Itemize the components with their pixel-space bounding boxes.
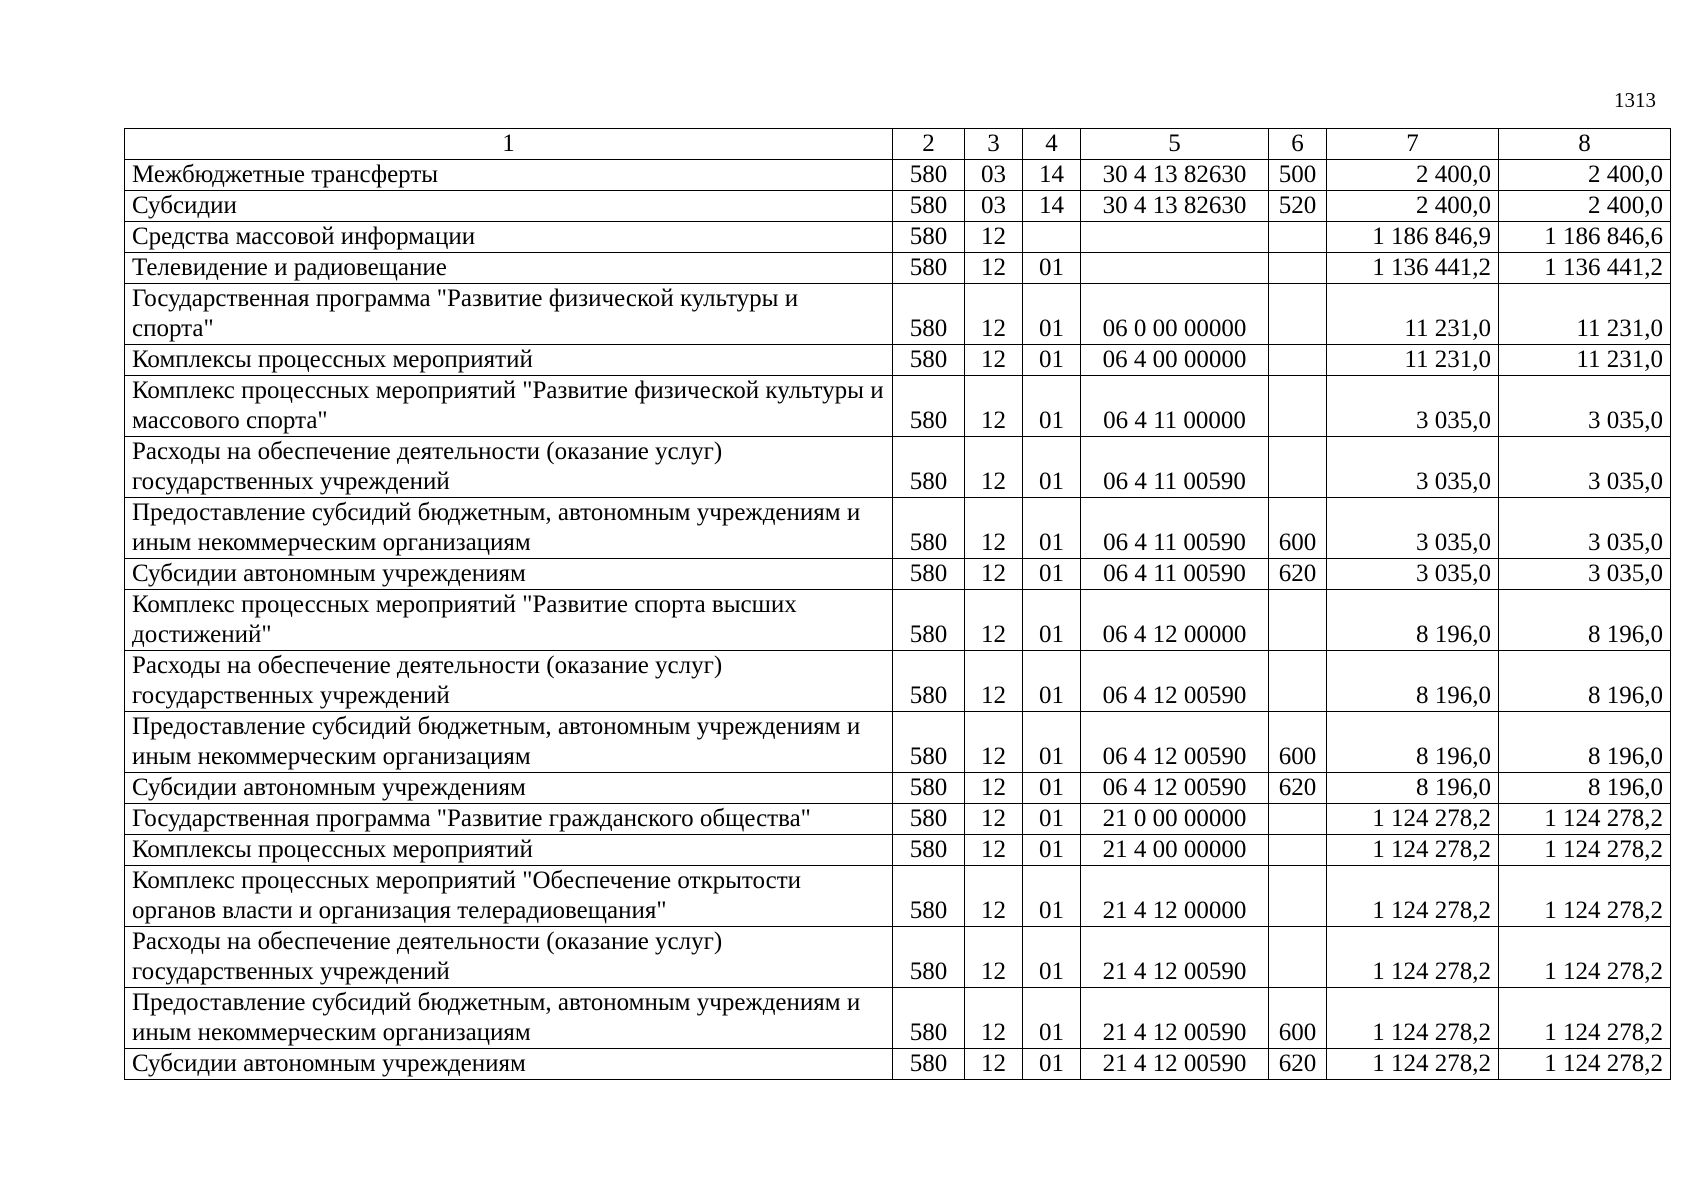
row-sum2-cell: 1 124 278,2 (1499, 988, 1671, 1049)
row-adm-cell: 580 (893, 376, 965, 437)
row-section-cell: 12 (965, 253, 1023, 284)
row-target-cell: 21 4 00 00000 (1081, 835, 1269, 866)
table-row (125, 345, 1671, 376)
row-subsection-cell: 01 (1023, 804, 1081, 835)
row-target-cell (1081, 222, 1269, 253)
table-row (125, 927, 1671, 988)
row-adm-cell: 580 (893, 804, 965, 835)
header-col-1: 1 (125, 129, 893, 160)
row-subsection-cell: 01 (1023, 345, 1081, 376)
table-row (125, 253, 1671, 284)
table-row (125, 866, 1671, 927)
row-type-cell (1269, 866, 1327, 927)
row-name-cell: Расходы на обеспечение деятельности (оказание услуг) государственных учреждений (125, 437, 893, 498)
row-sum2-cell: 2 400,0 (1499, 160, 1671, 191)
table-row (125, 437, 1671, 498)
row-sum2-cell: 1 124 278,2 (1499, 927, 1671, 988)
row-section-cell: 12 (965, 376, 1023, 437)
row-name-cell: Субсидии автономным учреждениям (125, 1049, 893, 1080)
row-sum1-cell: 3 035,0 (1327, 376, 1499, 437)
row-target-cell: 30 4 13 82630 (1081, 160, 1269, 191)
row-type-cell (1269, 222, 1327, 253)
row-type-cell (1269, 437, 1327, 498)
row-name-cell: Предоставление субсидий бюджетным, автономным учреждениям и иным некоммерческим организациям (125, 498, 893, 559)
row-sum1-cell: 1 124 278,2 (1327, 988, 1499, 1049)
row-section-cell: 12 (965, 866, 1023, 927)
row-sum1-cell: 8 196,0 (1327, 712, 1499, 773)
row-name-cell: Предоставление субсидий бюджетным, автономным учреждениям и иным некоммерческим организациям (125, 988, 893, 1049)
row-sum1-cell: 3 035,0 (1327, 437, 1499, 498)
row-type-cell (1269, 376, 1327, 437)
row-target-cell: 21 4 12 00590 (1081, 1049, 1269, 1080)
row-name-cell: Субсидии (125, 191, 893, 222)
row-name-cell: Расходы на обеспечение деятельности (оказание услуг) государственных учреждений (125, 927, 893, 988)
row-sum1-cell: 2 400,0 (1327, 160, 1499, 191)
row-sum2-cell: 1 124 278,2 (1499, 866, 1671, 927)
row-section-cell: 12 (965, 1049, 1023, 1080)
row-target-cell: 06 4 00 00000 (1081, 345, 1269, 376)
row-adm-cell: 580 (893, 222, 965, 253)
row-sum1-cell: 11 231,0 (1327, 284, 1499, 345)
row-section-cell: 12 (965, 927, 1023, 988)
row-target-cell: 06 4 11 00590 (1081, 559, 1269, 590)
row-subsection-cell: 01 (1023, 437, 1081, 498)
header-col-7: 7 (1327, 129, 1499, 160)
row-adm-cell: 580 (893, 498, 965, 559)
row-type-cell (1269, 345, 1327, 376)
row-section-cell: 12 (965, 804, 1023, 835)
row-name-cell: Комплексы процессных мероприятий (125, 345, 893, 376)
row-target-cell: 06 4 12 00590 (1081, 651, 1269, 712)
row-target-cell: 06 0 00 00000 (1081, 284, 1269, 345)
row-subsection-cell: 01 (1023, 559, 1081, 590)
header-col-6: 6 (1269, 129, 1327, 160)
row-sum1-cell: 1 186 846,9 (1327, 222, 1499, 253)
header-col-2: 2 (893, 129, 965, 160)
row-sum2-cell: 1 124 278,2 (1499, 835, 1671, 866)
row-section-cell: 12 (965, 284, 1023, 345)
row-section-cell: 03 (965, 160, 1023, 191)
row-name-cell: Комплекс процессных мероприятий "Развитие физической культуры и массового спорта" (125, 376, 893, 437)
budget-table (124, 128, 1671, 1080)
row-sum2-cell: 1 124 278,2 (1499, 804, 1671, 835)
row-subsection-cell: 01 (1023, 590, 1081, 651)
row-subsection-cell: 01 (1023, 253, 1081, 284)
row-name-cell: Предоставление субсидий бюджетным, автономным учреждениям и иным некоммерческим организациям (125, 712, 893, 773)
row-type-cell: 620 (1269, 1049, 1327, 1080)
row-target-cell: 21 4 12 00590 (1081, 927, 1269, 988)
row-type-cell: 500 (1269, 160, 1327, 191)
row-sum2-cell: 1 124 278,2 (1499, 1049, 1671, 1080)
row-adm-cell: 580 (893, 651, 965, 712)
row-adm-cell: 580 (893, 253, 965, 284)
row-type-cell (1269, 804, 1327, 835)
row-subsection-cell: 01 (1023, 498, 1081, 559)
row-sum2-cell: 1 186 846,6 (1499, 222, 1671, 253)
row-type-cell: 620 (1269, 559, 1327, 590)
row-sum1-cell: 11 231,0 (1327, 345, 1499, 376)
row-section-cell: 12 (965, 498, 1023, 559)
row-subsection-cell: 01 (1023, 866, 1081, 927)
row-target-cell: 06 4 12 00590 (1081, 712, 1269, 773)
row-subsection-cell: 01 (1023, 773, 1081, 804)
header-col-3: 3 (965, 129, 1023, 160)
table-row (125, 804, 1671, 835)
row-section-cell: 12 (965, 345, 1023, 376)
table-row (125, 498, 1671, 559)
row-section-cell: 12 (965, 773, 1023, 804)
row-target-cell: 21 4 12 00000 (1081, 866, 1269, 927)
table-row (125, 835, 1671, 866)
row-sum2-cell: 8 196,0 (1499, 590, 1671, 651)
row-sum2-cell: 11 231,0 (1499, 284, 1671, 345)
table-row (125, 590, 1671, 651)
header-col-8: 8 (1499, 129, 1671, 160)
row-type-cell (1269, 651, 1327, 712)
table-row (125, 376, 1671, 437)
row-name-cell: Телевидение и радиовещание (125, 253, 893, 284)
row-type-cell (1269, 284, 1327, 345)
row-adm-cell: 580 (893, 437, 965, 498)
row-target-cell: 06 4 12 00000 (1081, 590, 1269, 651)
table-row (125, 1049, 1671, 1080)
row-sum2-cell: 3 035,0 (1499, 437, 1671, 498)
row-name-cell: Средства массовой информации (125, 222, 893, 253)
row-subsection-cell: 01 (1023, 1049, 1081, 1080)
row-section-cell: 12 (965, 559, 1023, 590)
row-name-cell: Комплекс процессных мероприятий "Развитие спорта высших достижений" (125, 590, 893, 651)
row-subsection-cell: 01 (1023, 988, 1081, 1049)
row-sum1-cell: 8 196,0 (1327, 590, 1499, 651)
row-sum1-cell: 1 124 278,2 (1327, 835, 1499, 866)
row-name-cell: Расходы на обеспечение деятельности (оказание услуг) государственных учреждений (125, 651, 893, 712)
row-target-cell: 06 4 12 00590 (1081, 773, 1269, 804)
row-sum2-cell: 8 196,0 (1499, 651, 1671, 712)
row-sum1-cell: 1 124 278,2 (1327, 866, 1499, 927)
row-subsection-cell: 01 (1023, 835, 1081, 866)
row-type-cell: 520 (1269, 191, 1327, 222)
row-name-cell: Субсидии автономным учреждениям (125, 559, 893, 590)
row-sum1-cell: 1 136 441,2 (1327, 253, 1499, 284)
table-row (125, 559, 1671, 590)
row-name-cell: Субсидии автономным учреждениям (125, 773, 893, 804)
row-adm-cell: 580 (893, 284, 965, 345)
row-adm-cell: 580 (893, 590, 965, 651)
row-adm-cell: 580 (893, 559, 965, 590)
row-sum1-cell: 8 196,0 (1327, 773, 1499, 804)
table-row (125, 988, 1671, 1049)
table-header-row (125, 129, 1671, 160)
row-adm-cell: 580 (893, 345, 965, 376)
row-section-cell: 12 (965, 222, 1023, 253)
row-target-cell: 21 4 12 00590 (1081, 988, 1269, 1049)
row-type-cell (1269, 590, 1327, 651)
row-type-cell: 600 (1269, 498, 1327, 559)
row-adm-cell: 580 (893, 191, 965, 222)
row-section-cell: 12 (965, 835, 1023, 866)
row-target-cell: 06 4 11 00590 (1081, 498, 1269, 559)
row-section-cell: 12 (965, 590, 1023, 651)
row-sum2-cell: 3 035,0 (1499, 559, 1671, 590)
table-row (125, 160, 1671, 191)
row-sum2-cell: 1 136 441,2 (1499, 253, 1671, 284)
row-sum1-cell: 2 400,0 (1327, 191, 1499, 222)
page-number: 1313 (1614, 88, 1656, 112)
row-subsection-cell: 01 (1023, 284, 1081, 345)
row-adm-cell: 580 (893, 835, 965, 866)
row-sum1-cell: 3 035,0 (1327, 498, 1499, 559)
row-sum2-cell: 3 035,0 (1499, 498, 1671, 559)
row-type-cell: 600 (1269, 988, 1327, 1049)
table-row (125, 773, 1671, 804)
row-section-cell: 12 (965, 651, 1023, 712)
row-target-cell: 30 4 13 82630 (1081, 191, 1269, 222)
row-sum1-cell: 1 124 278,2 (1327, 804, 1499, 835)
row-subsection-cell (1023, 222, 1081, 253)
row-adm-cell: 580 (893, 773, 965, 804)
header-col-5: 5 (1081, 129, 1269, 160)
row-type-cell (1269, 927, 1327, 988)
row-name-cell: Комплексы процессных мероприятий (125, 835, 893, 866)
row-type-cell (1269, 253, 1327, 284)
row-sum2-cell: 2 400,0 (1499, 191, 1671, 222)
row-subsection-cell: 01 (1023, 376, 1081, 437)
row-name-cell: Государственная программа "Развитие физической культуры и спорта" (125, 284, 893, 345)
row-target-cell: 06 4 11 00000 (1081, 376, 1269, 437)
table-row (125, 651, 1671, 712)
row-target-cell (1081, 253, 1269, 284)
row-sum2-cell: 8 196,0 (1499, 773, 1671, 804)
row-type-cell: 600 (1269, 712, 1327, 773)
row-target-cell: 21 0 00 00000 (1081, 804, 1269, 835)
row-section-cell: 12 (965, 712, 1023, 773)
row-adm-cell: 580 (893, 866, 965, 927)
row-sum2-cell: 3 035,0 (1499, 376, 1671, 437)
row-subsection-cell: 01 (1023, 651, 1081, 712)
row-adm-cell: 580 (893, 160, 965, 191)
row-section-cell: 12 (965, 988, 1023, 1049)
row-subsection-cell: 01 (1023, 927, 1081, 988)
row-type-cell: 620 (1269, 773, 1327, 804)
table-row (125, 284, 1671, 345)
row-sum1-cell: 1 124 278,2 (1327, 1049, 1499, 1080)
row-section-cell: 12 (965, 437, 1023, 498)
table-row (125, 222, 1671, 253)
table-row (125, 191, 1671, 222)
row-adm-cell: 580 (893, 1049, 965, 1080)
table-row (125, 712, 1671, 773)
row-sum1-cell: 3 035,0 (1327, 559, 1499, 590)
row-sum1-cell: 1 124 278,2 (1327, 927, 1499, 988)
row-name-cell: Межбюджетные трансферты (125, 160, 893, 191)
row-section-cell: 03 (965, 191, 1023, 222)
row-adm-cell: 580 (893, 988, 965, 1049)
row-subsection-cell: 01 (1023, 712, 1081, 773)
row-subsection-cell: 14 (1023, 191, 1081, 222)
row-subsection-cell: 14 (1023, 160, 1081, 191)
row-target-cell: 06 4 11 00590 (1081, 437, 1269, 498)
header-col-4: 4 (1023, 129, 1081, 160)
row-sum1-cell: 8 196,0 (1327, 651, 1499, 712)
row-adm-cell: 580 (893, 927, 965, 988)
row-name-cell: Комплекс процессных мероприятий "Обеспечение открытости органов власти и организация телерадиовещания" (125, 866, 893, 927)
row-name-cell: Государственная программа "Развитие гражданского общества" (125, 804, 893, 835)
row-adm-cell: 580 (893, 712, 965, 773)
row-sum2-cell: 11 231,0 (1499, 345, 1671, 376)
row-sum2-cell: 8 196,0 (1499, 712, 1671, 773)
row-type-cell (1269, 835, 1327, 866)
